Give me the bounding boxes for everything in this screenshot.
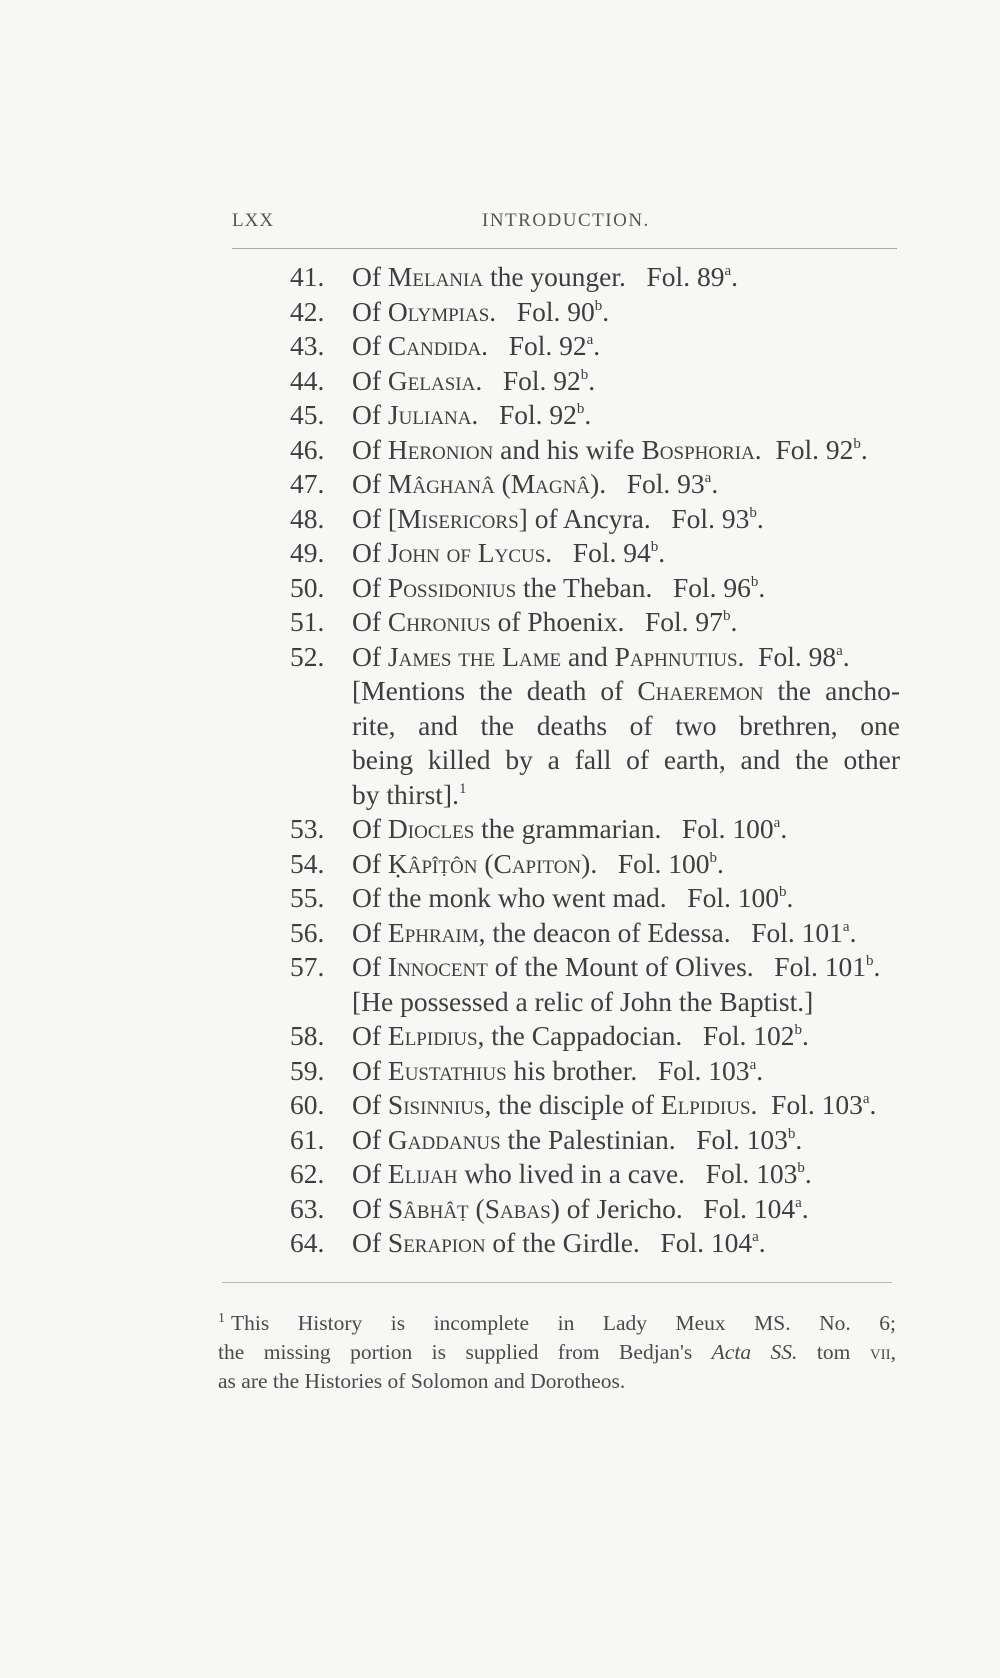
entry-text: Of Heronion and his wife Bosphoria. Fol. 92$^b$. [352, 433, 868, 465]
list-item [290, 1226, 900, 1261]
entry-number: 51. [290, 606, 325, 637]
list-item [290, 433, 900, 468]
entry-number: 41. [290, 261, 325, 292]
entry-text: Of [Misericors] of Ancyra. Fol. 93$^b$. [352, 502, 764, 534]
entry-note-line: [He possessed a relic of John the Baptist.] [352, 985, 814, 1017]
entry-text: Of Elpidius, the Cappadocian. Fol. 102$^b$. [352, 1020, 809, 1051]
entry-text: Of James the Lame and Paphnutius. Fol. 98$^a$. [352, 640, 850, 672]
list-item [290, 467, 900, 502]
list-item [290, 1157, 900, 1192]
footnote-line: as are the Histories of Solomon and Dorotheos. [218, 1369, 626, 1393]
entry-number: 47. [290, 468, 325, 499]
entry-text: Of Candida. Fol. 92$^a$. [352, 330, 601, 361]
footnote-rule [222, 1282, 892, 1283]
entry-text: Of John of Lycus. Fol. 94$^b$. [352, 537, 666, 568]
entry-text: Of Chronius of Phoenix. Fol. 97$^b$. [352, 606, 738, 637]
entry-text: Of Ephraim, the deacon of Edessa. Fol. 101$^a$. [352, 916, 857, 948]
entry-text: Of Diocles the grammarian. Fol. 100$^a$. [352, 813, 788, 844]
entry-note-line: being killed by a fall of earth, and the other [352, 744, 900, 775]
entry-number: 61. [290, 1123, 325, 1155]
list-item [290, 329, 900, 364]
entry-text: Of the monk who went mad. Fol. 100$^b$. [352, 882, 794, 913]
entry-note-line: by thirst].$^1$ [352, 778, 467, 810]
entry-number: 54. [290, 847, 325, 879]
entry-note-line: [Mentions the death of Chaeremon the ancho- [352, 675, 900, 706]
list-item [290, 502, 900, 537]
entry-number: 53. [290, 813, 325, 844]
footnote-mark: 1 [218, 1311, 225, 1326]
entry-group-1 [290, 260, 900, 674]
footnote-reference: 1 [458, 780, 467, 797]
footnote [218, 1304, 896, 1396]
page-header [232, 210, 897, 240]
list-item [290, 571, 900, 606]
entry-number: 42. [290, 295, 325, 327]
entry-text: Of Eustathius his brother. Fol. 103$^a$. [352, 1054, 764, 1086]
entry-text: Of Possidonius the Theban. Fol. 96$^b$. [352, 571, 766, 603]
list-item [290, 640, 900, 675]
entry-text: Of Gaddanus the Palestinian. Fol. 103$^b$. [352, 1123, 803, 1155]
entry-number: 57. [290, 951, 325, 982]
list-item [290, 881, 900, 916]
entry-number: 50. [290, 571, 325, 603]
entry-number: 48. [290, 502, 325, 534]
entry-number: 64. [290, 1227, 325, 1258]
entry-text: Of Innocent of the Mount of Olives. Fol. 101$^b$. [352, 951, 881, 982]
list-item [290, 398, 900, 433]
entry-number: 59. [290, 1054, 325, 1086]
entry-number: 62. [290, 1158, 325, 1189]
header-rule [232, 248, 897, 249]
list-item [290, 295, 900, 330]
footnote-line: the missing portion is supplied from Bedjan's Acta SS. tom vii, [218, 1340, 897, 1364]
entry-number: 56. [290, 916, 325, 948]
list-item [290, 364, 900, 399]
entry-text: Of Mâghanâ (Magnâ). Fol. 93$^a$. [352, 468, 719, 499]
entry-number: 43. [290, 330, 325, 361]
entry-text: Of Sisinnius, the disciple of Elpidius. Fol. 103$^a$. [352, 1089, 877, 1120]
list-item [290, 260, 900, 295]
entry-text: Of Serapion of the Girdle. Fol. 104$^a$. [352, 1227, 766, 1258]
list-item [290, 1088, 900, 1123]
entry-text: Of Juliana. Fol. 92$^b$. [352, 399, 592, 430]
entry-list [290, 260, 900, 1261]
entry-text: Of Sâbhâṭ (Sabas) of Jericho. Fol. 104$^a$. [352, 1192, 809, 1224]
list-item [290, 1192, 900, 1227]
entry-note-line: rite, and the deaths of two brethren, one [352, 709, 900, 741]
entry-text: Of Gelasia. Fol. 92$^b$. [352, 364, 596, 396]
list-item [290, 950, 900, 985]
list-item [290, 1019, 900, 1054]
entry-group-3 [290, 1019, 900, 1261]
entry-number: 44. [290, 364, 325, 396]
entry-number: 58. [290, 1020, 325, 1051]
entry-number: 63. [290, 1192, 325, 1224]
entry-number: 60. [290, 1089, 325, 1120]
entry-text: Of Melania the younger. Fol. 89$^a$. [352, 261, 738, 292]
list-item [290, 605, 900, 640]
running-head: INTRODUCTION. [482, 210, 650, 231]
entry-number: 49. [290, 537, 325, 568]
list-item [290, 847, 900, 882]
list-item [290, 536, 900, 571]
page-number: LXX [232, 210, 275, 231]
entry-group-2 [290, 812, 900, 985]
entry-number: 55. [290, 882, 325, 913]
entry-text: Of Ḳâpîṭôn (Capiton). Fol. 100$^b$. [352, 847, 724, 879]
list-item [290, 916, 900, 951]
entry-number: 46. [290, 433, 325, 465]
entry-text: Of Elijah who lived in a cave. Fol. 103$^b$. [352, 1158, 812, 1189]
list-item [290, 1054, 900, 1089]
list-item [290, 1123, 900, 1158]
entry-number: 45. [290, 399, 325, 430]
footnote-line: $^1$ This History is incomplete in Lady Meux MS. No. 6; [218, 1311, 896, 1335]
entry-text: Of Olympias. Fol. 90$^b$. [352, 295, 610, 327]
list-item [290, 812, 900, 847]
entry-number: 52. [290, 640, 325, 672]
